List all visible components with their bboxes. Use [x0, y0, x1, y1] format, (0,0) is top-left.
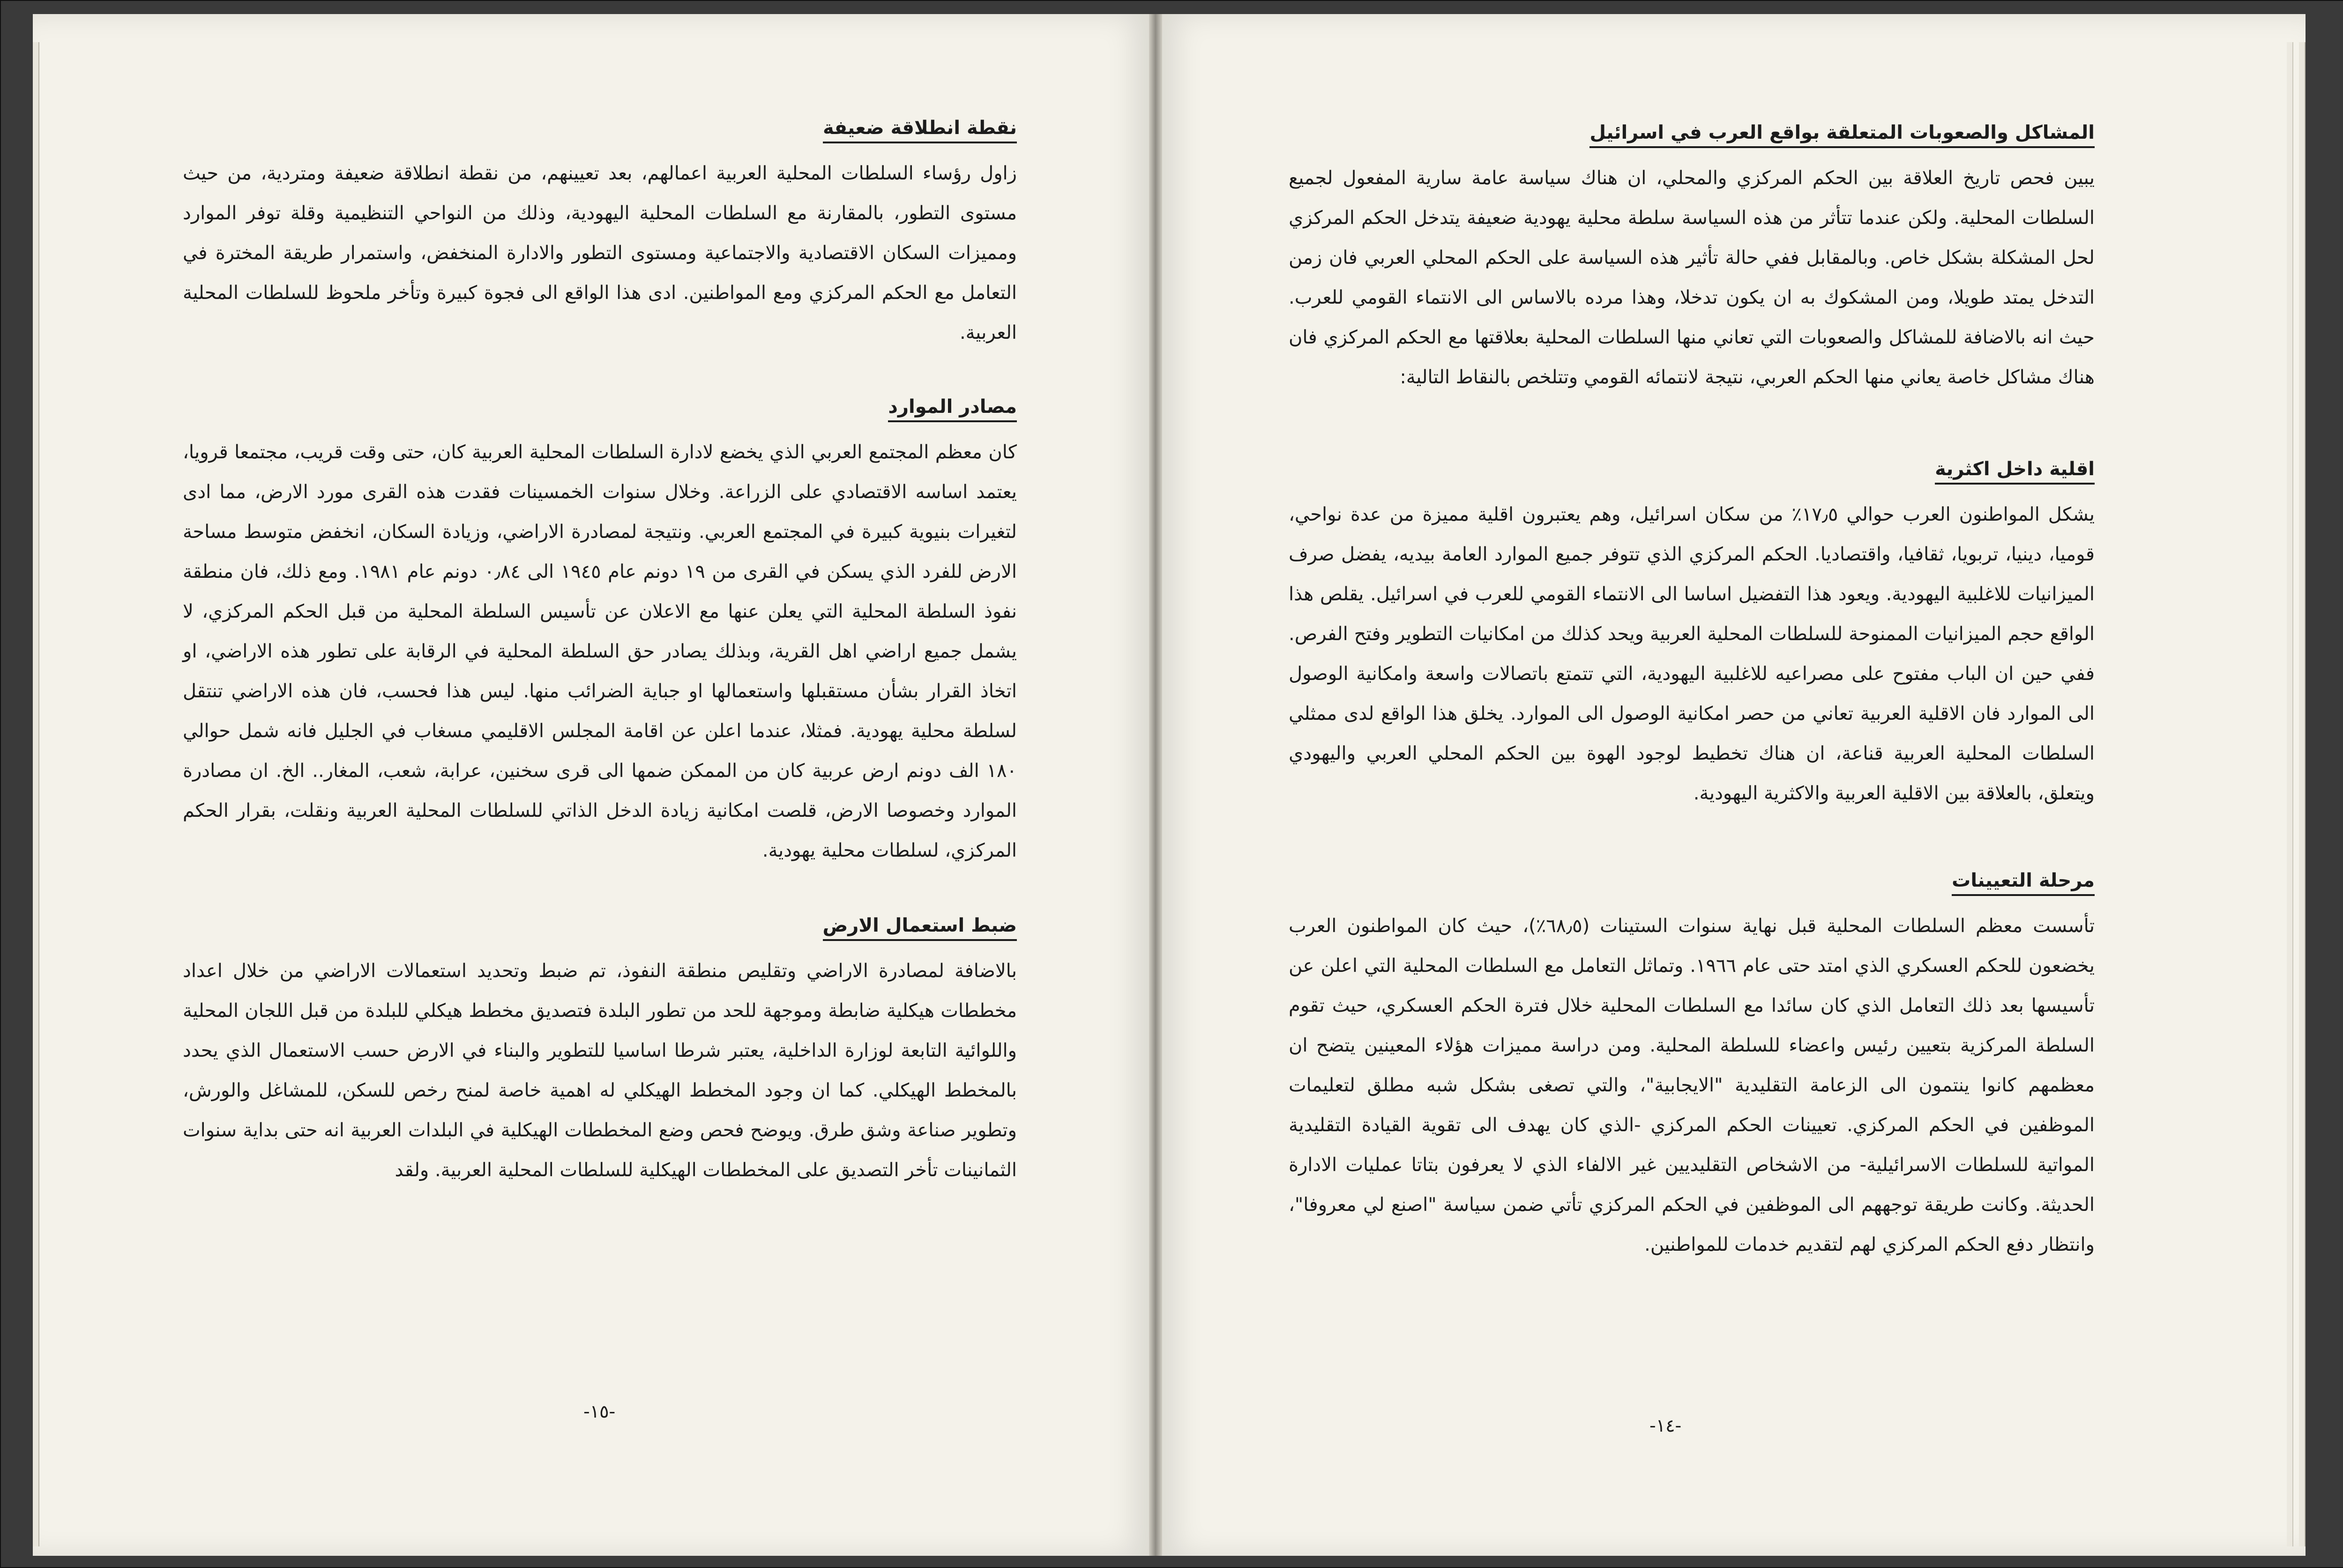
- section-heading-land-use: ضبط استعمال الارض: [823, 915, 1017, 941]
- section-heading-problems: المشاكل والصعوبات المتعلقة بواقع العرب في اسرائيل: [1589, 122, 2095, 148]
- section-paragraph-land-use: بالاضافة لمصادرة الاراضي وتقليص منطقة النفوذ، تم ضبط وتحديد استعمالات الاراضي من خلال اعداد مخططات هيكلية ضابطة وموجهة للحد من تطور البلدة فتصديق مخطط هيكلي للبلدة من قبل اللجان المحلية واللوائية التابعة لوزارة الداخلية، يعتبر شرطا اساسيا للتطوير والبناء في الارض حسب الاستعمال الذي يحدد بالمخطط الهيكلي. كما ان وجود المخطط الهيكلي له اهمية خاصة لمنح رخص للسكن، للمشاغل والورش، وتطوير صناعة وشق طرق. ويوضح فحص وضع المخططات الهيكلية في البلدات العربية انه حتى بداية سنوات الثمانينات تأخر التصديق على المخططات الهيكلية للسلطات المحلية العربية. ولقد: [183, 960, 1017, 1181]
- section-heading-appointments: مرحلة التعيينات: [1952, 870, 2095, 896]
- section-paragraph-resources: كان معظم المجتمع العربي الذي يخضع لادارة السلطات المحلية العربية كان، حتى وقت قريب، مجتمعا قرويا، يعتمد اساسه الاقتصادي على الزراعة. وخلال سنوات الخمسينات فقدت هذه القرى مورد الارض، مما ادى لتغيرات بنيوية كبيرة في المجتمع العربي. ونتيجة لمصادرة الاراضي، وزيادة السكان، انخفض متوسط مساحة الارض للفرد الذي يسكن في القرى من ١٩ دونم عام ١٩٤٥ الى ٠٫٨٤ دونم عام ١٩٨١. ومع ذلك، فان منطقة نفوذ السلطة المحلية التي يعلن عنها مع الاعلان عن تأسيس السلطة المحلية من قبل الحكم المركزي، لا يشمل جميع اراضي اهل القرية، وبذلك يصادر حق السلطة المحلية في الرقابة على تطور هذه الاراضي، او اتخاذ القرار بشأن مستقبلها واستعمالها او جباية الضرائب منها. ليس هذا فحسب، فان هذه الاراضي تنتقل لسلطة محلية يهودية. فمثلا، عندما اعلن عن اقامة المجلس الاقليمي مسغاب في الجليل فانه شمل حوالي ١٨٠ الف دونم ارض عربية كان من الممكن ضمها الى قرى سخنين، عرابة، شعب، المغار.. الخ. ان مصادرة الموارد وخصوصا الارض، قلصت امكانية زيادة الدخل الذاتي للسلطات المحلية العربية ونقلت، بقرار الحكم المركزي، لسلطات محلية يهودية.: [183, 441, 1017, 861]
- page-number-right: -١٤-: [1649, 1415, 1682, 1436]
- section-heading-minority: اقلية داخل اكثرية: [1935, 458, 2095, 485]
- page-edge-right-2: [2287, 42, 2293, 1546]
- section-paragraph-weak-start: زاول رؤساء السلطات المحلية العربية اعمالهم، بعد تعيينهم، من نقطة انطلاقة ضعيفة ومتردية، من حيث مستوى التطور، بالمقارنة مع السلطات المحلية اليهودية، وذلك من النواحي التنظيمية وقلة توفر الموارد ومميزات السكان الاقتصادية والاجتماعية ومستوى التطور والادارة المنخفض، واستمرار طريقة المخترة في التعامل مع الحكم المركزي ومع المواطنين. ادى هذا الواقع الى فجوة كبيرة وتأخر ملحوظ للسلطات المحلية العربية.: [183, 163, 1017, 343]
- section-heading-resources: مصادر الموارد: [888, 396, 1017, 422]
- left-page-text-column: [183, 117, 1017, 1190]
- page-edge-right-1: [2299, 42, 2306, 1546]
- section-paragraph-problems: يبين فحص تاريخ العلاقة بين الحكم المركزي والمحلي، ان هناك سياسة عامة سارية المفعول لجميع السلطات المحلية. ولكن عندما تتأثر من هذه السياسة سلطة محلية يهودية ضعيفة يتدخل الحكم المركزي لحل المشكلة بشكل خاص. وبالمقابل ففي حالة تأثير هذه السياسة على الحكم المحلي العربي فان زمن التدخل يمتد طويلا، ومن المشكوك به ان يكون تدخلا، وهذا مرده بالاساس الى الانتماء القومي للعرب. حيث انه بالاضافة للمشاكل والصعوبات التي تعاني منها السلطات المحلية بعلاقتها مع الحكم المركزي فان هناك مشاكل خاصة يعاني منها الحكم العربي، نتيجة لانتمائه القومي وتتلخص بالنقاط التالية:: [1289, 167, 2095, 388]
- section-paragraph-minority: يشكل المواطنون العرب حوالي ١٧٫٥٪ من سكان اسرائيل، وهم يعتبرون اقلية مميزة من عدة نواحي، قوميا، دينيا، تربويا، ثقافيا، واقتصاديا. الحكم المركزي الذي تتوفر جميع الموارد العامة بيديه، يفضل صرف الميزانيات للاغلبية اليهودية. ويعود هذا التفضيل اساسا الى الانتماء القومي للعرب في اسرائيل. يقلص هذا الواقع حجم الميزانيات الممنوحة للسلطات المحلية العربية ويحد كذلك من امكانيات التطوير وفتح الفرص. ففي حين ان الباب مفتوح على مصراعيه للاغلبية اليهودية، التي تتمتع باتصالات واسعة وامكانية الوصول الى الموارد فان الاقلية العربية تعاني من حصر امكانية الوصول الى الموارد. يخلق هذا الواقع لدى ممثلي السلطات المحلية العربية قناعة، ان هناك تخطيط لوجود الهوة بين الحكم المحلي العربي واليهودي ويتعلق، بالعلاقة بين الاقلية العربية والاكثرية اليهودية.: [1289, 504, 2095, 804]
- section-paragraph-appointments: تأسست معظم السلطات المحلية قبل نهاية سنوات الستينات (٦٨٫٥٪)، حيث كان المواطنون العرب يخضعون للحكم العسكري الذي امتد حتى عام ١٩٦٦. وتماثل التعامل مع السلطات المحلية التي اعلن عن تأسيسها بعد ذلك التعامل الذي كان سائدا مع السلطات المحلية خلال فترة الحكم العسكري، حيث تقوم السلطة المركزية بتعيين رئيس واعضاء للسلطة المحلية. ومن دراسة مميزات هؤلاء المعينين يتضح ان معظمهم كانوا ينتمون الى الزعامة التقليدية "الايجابية"، والتي تصغى بشكل شبه مطلق لتعليمات الموظفين في الحكم المركزي. تعيينات الحكم المركزي -الذي كان يهدف الى تقوية القيادة التقليدية المواتية للسلطات الاسرائيلية- من الاشخاص التقليديين غير الالفاء الذي لا يعرفون بتاتا عمليات الادارة الحديثة. وكانت طريقة توجههم الى الموظفين في الحكم المركزي تأتي ضمن سياسة "اصنع لي معروفا"، وانتظار دفع الحكم المركزي لهم لتقديم خدمات للمواطنين.: [1289, 915, 2095, 1255]
- page-edge-left: [33, 42, 39, 1546]
- right-page-text-column: [1289, 122, 2095, 1265]
- book-gutter: [1149, 14, 1162, 1556]
- section-heading-weak-start: نقطة انطلاقة ضعيفة: [823, 117, 1017, 143]
- page-number-left: -١٥-: [583, 1401, 616, 1422]
